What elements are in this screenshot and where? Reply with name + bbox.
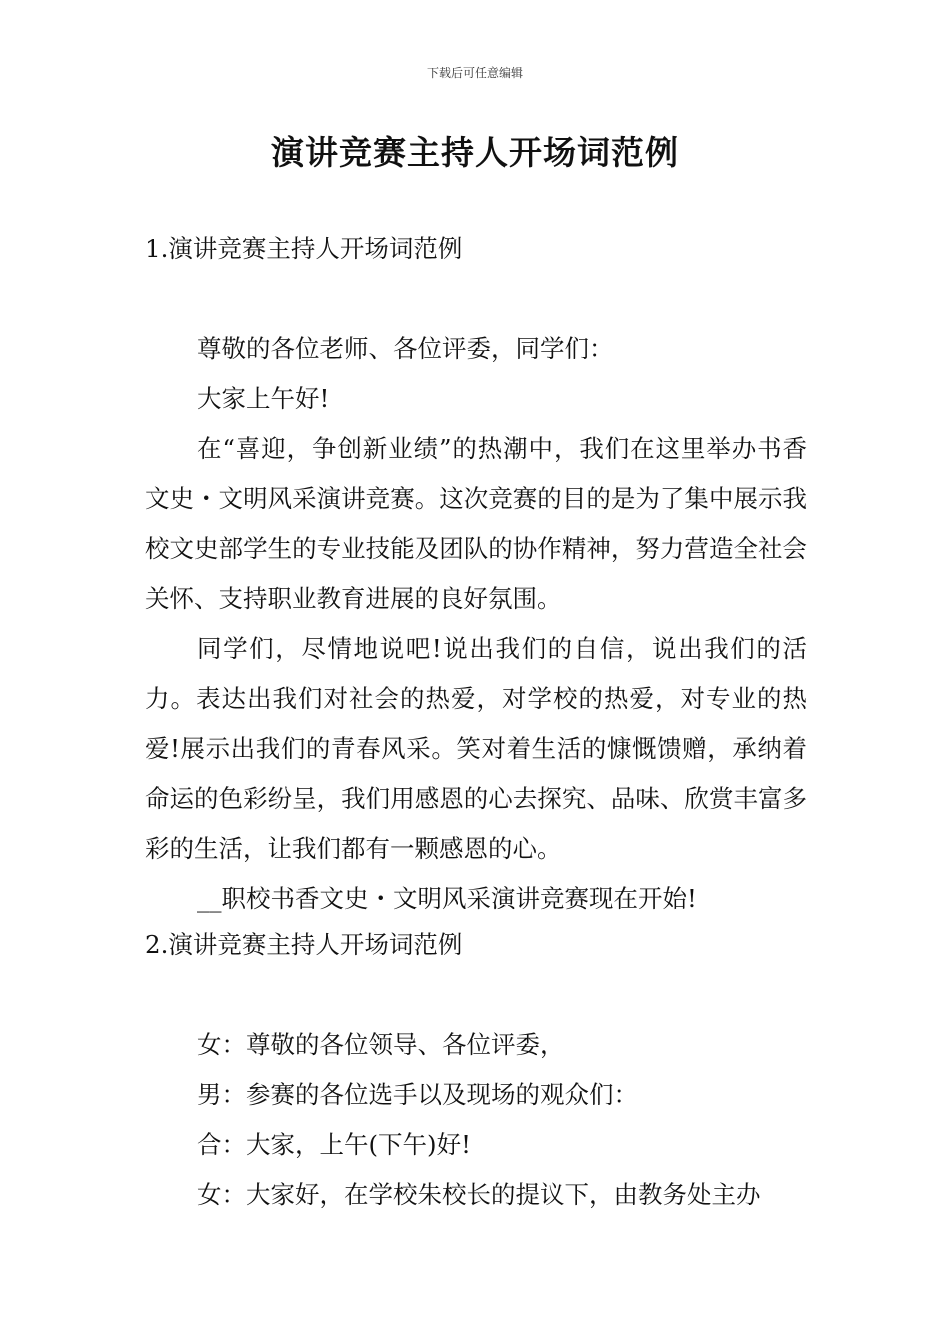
dialogue-line: 男：参赛的各位选手以及现场的观众们： (197, 1080, 638, 1109)
section-2-heading: 2.演讲竞赛主持人开场词范例 (145, 930, 463, 959)
body-paragraph: 在“喜迎，争创新业绩”的热潮中，我们在这里举办书香文史・文明风采演讲竞赛。这次竞赛的目的是为了集中展示我校文史部学生的专业技能及团队的协作精神，努力营造全社会关怀、支持职业教育进展的良好氛围。 (145, 434, 807, 613)
document-title: 演讲竞赛主持人开场词范例 (271, 133, 679, 172)
greeting-line: 尊敬的各位老师、各位评委，同学们： (197, 334, 614, 363)
greeting-line: 大家上午好! (197, 384, 330, 413)
dialogue-line: 女：大家好，在学校朱校长的提议下，由教务处主办 (197, 1180, 761, 1209)
section-1-heading: 1.演讲竞赛主持人开场词范例 (145, 234, 463, 263)
body-paragraph: 同学们，尽情地说吧!说出我们的自信，说出我们的活力。表达出我们对社会的热爱，对学校的热爱，对专业的热爱!展示出我们的青春风采。笑对着生活的慷慨馈赠，承纳着命运的色彩纷呈，我们用感恩的心去探究、品味、欣赏丰富多彩的生活，让我们都有一颗感恩的心。 (145, 634, 807, 863)
header-note: 下载后可任意编辑 (426, 66, 523, 80)
dialogue-line: 合：大家，上午(下午)好! (197, 1130, 471, 1159)
section-1-body (145, 324, 807, 924)
section-2-body (145, 1020, 807, 1220)
dialogue-line: 女：尊敬的各位领导、各位评委， (197, 1030, 565, 1059)
closing-line: __职校书香文史・文明风采演讲竞赛现在开始! (197, 884, 697, 913)
